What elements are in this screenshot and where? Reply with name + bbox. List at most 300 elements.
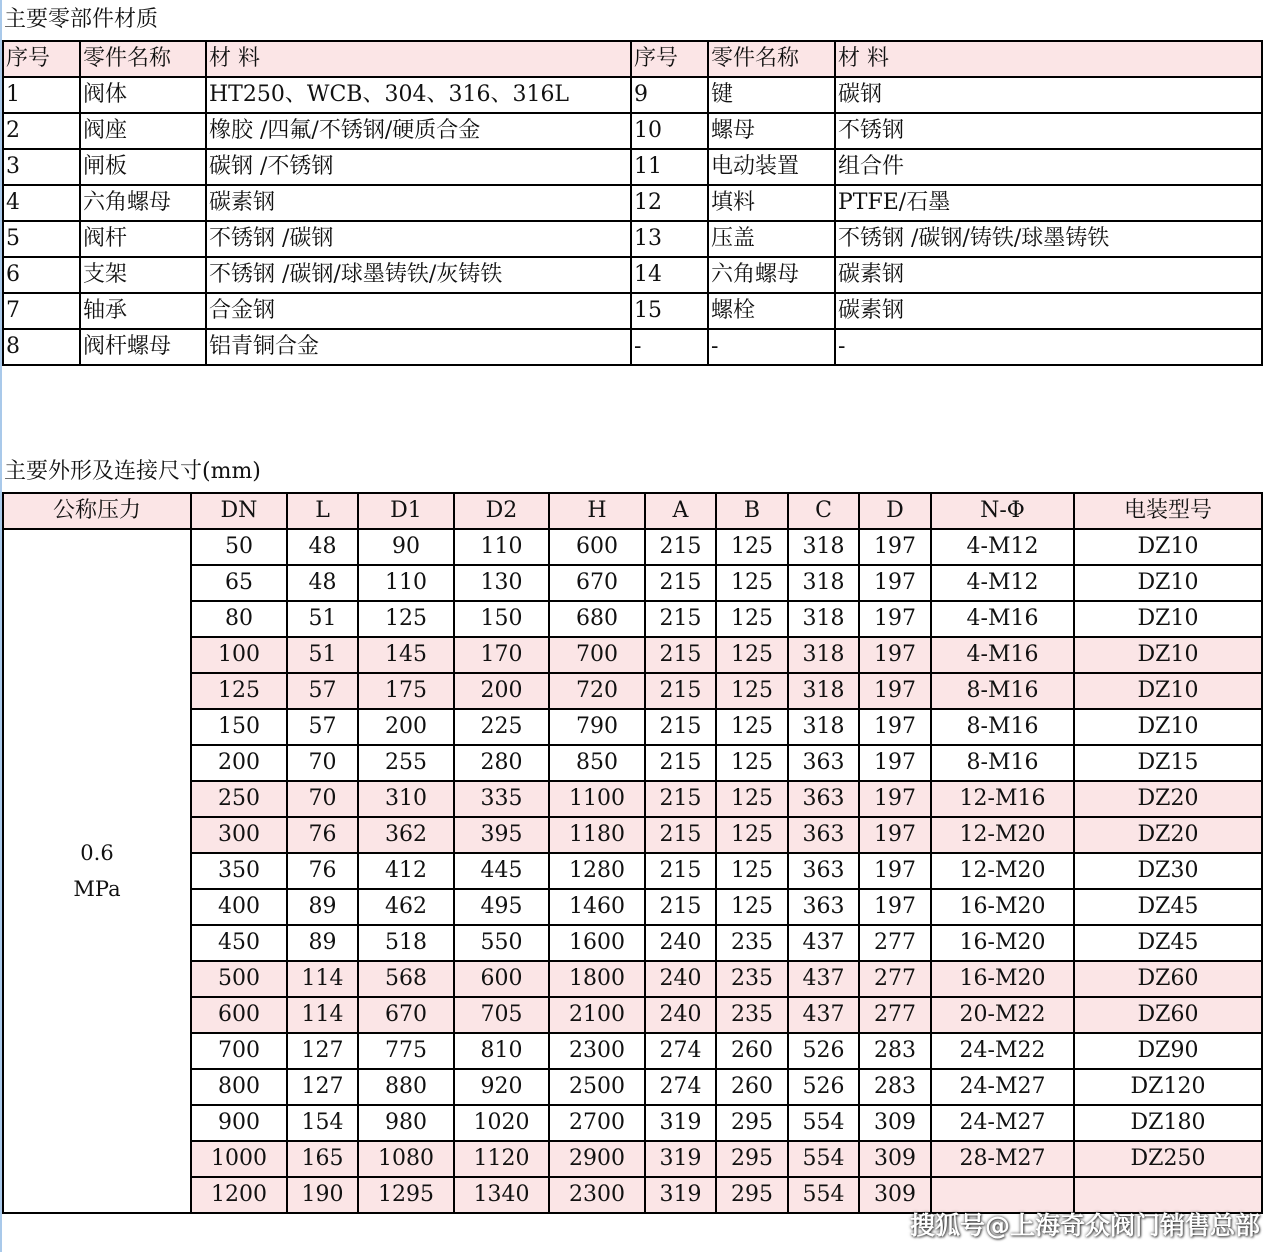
dimensions-cell: 670 (358, 997, 454, 1033)
dimensions-cell: 680 (549, 601, 645, 637)
dimensions-cell: 363 (788, 889, 859, 925)
dimensions-cell: 125 (716, 673, 788, 709)
materials-row (3, 149, 1262, 185)
dimensions-cell: DZ20 (1074, 781, 1262, 817)
dimensions-cell: 48 (287, 529, 358, 565)
dimensions-header-cell: H (549, 493, 645, 529)
dimensions-cell: 277 (859, 997, 931, 1033)
materials-row (3, 185, 1262, 221)
materials-cell: 闸板 (80, 149, 206, 185)
dimensions-cell: 810 (454, 1033, 549, 1069)
dimensions-cell: 4-M16 (931, 601, 1074, 637)
dimensions-cell: 283 (859, 1069, 931, 1105)
dimensions-cell: 295 (716, 1177, 788, 1213)
dimensions-cell: 125 (716, 637, 788, 673)
dimensions-cell: 900 (191, 1105, 287, 1141)
materials-cell: 阀座 (80, 113, 206, 149)
nominal-pressure-unit: MPa (73, 877, 121, 901)
materials-header-cell: 序号 (631, 41, 708, 77)
dimensions-cell: 114 (287, 997, 358, 1033)
dimensions-cell: DZ15 (1074, 745, 1262, 781)
dimensions-cell: DZ20 (1074, 817, 1262, 853)
dimensions-header-cell: C (788, 493, 859, 529)
dimensions-cell: 90 (358, 529, 454, 565)
materials-header-cell: 序号 (3, 41, 80, 77)
dimensions-cell: 518 (358, 925, 454, 961)
dimensions-cell: 127 (287, 1033, 358, 1069)
dimensions-cell: 125 (716, 817, 788, 853)
materials-cell: 12 (631, 185, 708, 221)
dimensions-cell: 200 (358, 709, 454, 745)
dimensions-cell: 215 (645, 889, 716, 925)
dimensions-cell: 12-M16 (931, 781, 1074, 817)
dimensions-cell: 450 (191, 925, 287, 961)
dimensions-cell: 500 (191, 961, 287, 997)
materials-cell: 不锈钢 /碳钢/铸铁/球墨铸铁 (835, 221, 1262, 257)
dimensions-row (3, 1105, 1262, 1141)
materials-cell: 支架 (80, 257, 206, 293)
dimensions-cell: 309 (859, 1141, 931, 1177)
dimensions-cell: 318 (788, 529, 859, 565)
materials-cell: 碳钢 (835, 77, 1262, 113)
dimensions-header-cell: N-Φ (931, 493, 1074, 529)
materials-header-row (3, 41, 1262, 77)
materials-cell: 电动装置 (708, 149, 835, 185)
dimensions-cell: 125 (716, 601, 788, 637)
dimensions-cell: 2300 (549, 1177, 645, 1213)
dimensions-cell: 670 (549, 565, 645, 601)
materials-cell: 2 (3, 113, 80, 149)
materials-cell: 填料 (708, 185, 835, 221)
dimensions-cell: 175 (358, 673, 454, 709)
dimensions-cell: 4-M12 (931, 529, 1074, 565)
materials-cell: 合金钢 (206, 293, 631, 329)
dimensions-cell: 125 (716, 889, 788, 925)
dimensions-cell: 310 (358, 781, 454, 817)
dimensions-cell: 319 (645, 1141, 716, 1177)
dimensions-cell: 125 (191, 673, 287, 709)
dimensions-cell: 720 (549, 673, 645, 709)
dimensions-row (3, 745, 1262, 781)
dimensions-cell: 600 (454, 961, 549, 997)
dimensions-cell: 240 (645, 961, 716, 997)
dimensions-cell: 2100 (549, 997, 645, 1033)
materials-cell: 阀杆 (80, 221, 206, 257)
dimensions-cell: 1800 (549, 961, 645, 997)
dimensions-cell: 437 (788, 961, 859, 997)
dimensions-cell: DZ60 (1074, 961, 1262, 997)
dimensions-row (3, 1033, 1262, 1069)
dimensions-cell: 350 (191, 853, 287, 889)
dimensions-cell: 1020 (454, 1105, 549, 1141)
dimensions-row (3, 961, 1262, 997)
dimensions-cell: 215 (645, 673, 716, 709)
dimensions-cell: 274 (645, 1069, 716, 1105)
dimensions-cell: DZ250 (1074, 1141, 1262, 1177)
dimensions-cell: 2700 (549, 1105, 645, 1141)
dimensions-cell: DZ10 (1074, 709, 1262, 745)
materials-cell: 13 (631, 221, 708, 257)
dimensions-table (2, 492, 1263, 1214)
materials-row (3, 257, 1262, 293)
dimensions-cell: 495 (454, 889, 549, 925)
materials-cell: 11 (631, 149, 708, 185)
dimensions-cell: 215 (645, 745, 716, 781)
materials-section-title: 主要零部件材质 (4, 7, 159, 32)
dimensions-cell: 197 (859, 781, 931, 817)
dimensions-cell: 240 (645, 997, 716, 1033)
dimensions-cell: 127 (287, 1069, 358, 1105)
dimensions-cell: 363 (788, 853, 859, 889)
materials-cell: - (708, 329, 835, 365)
dimensions-cell: 24-M22 (931, 1033, 1074, 1069)
dimensions-cell: 1460 (549, 889, 645, 925)
dimensions-cell: 445 (454, 853, 549, 889)
dimensions-cell: 1340 (454, 1177, 549, 1213)
dimensions-cell: 274 (645, 1033, 716, 1069)
dimensions-cell: 165 (287, 1141, 358, 1177)
dimensions-cell: 880 (358, 1069, 454, 1105)
dimensions-cell: 318 (788, 709, 859, 745)
dimensions-cell: 235 (716, 961, 788, 997)
dimensions-cell: 362 (358, 817, 454, 853)
dimensions-cell: 235 (716, 925, 788, 961)
dimensions-cell: 240 (645, 925, 716, 961)
dimensions-cell: 260 (716, 1069, 788, 1105)
dimensions-cell: 197 (859, 601, 931, 637)
materials-cell: 螺母 (708, 113, 835, 149)
materials-row (3, 293, 1262, 329)
materials-cell: PTFE/石墨 (835, 185, 1262, 221)
dimensions-cell: 280 (454, 745, 549, 781)
dimensions-header-cell: A (645, 493, 716, 529)
materials-cell: 螺栓 (708, 293, 835, 329)
materials-cell: 轴承 (80, 293, 206, 329)
materials-cell: 阀杆螺母 (80, 329, 206, 365)
dimensions-cell: 197 (859, 529, 931, 565)
dimensions-cell: 437 (788, 925, 859, 961)
dimensions-cell: 2300 (549, 1033, 645, 1069)
dimensions-cell: 1180 (549, 817, 645, 853)
dimensions-cell: 48 (287, 565, 358, 601)
materials-cell: 铝青铜合金 (206, 329, 631, 365)
dimensions-cell: 197 (859, 889, 931, 925)
materials-cell: 六角螺母 (80, 185, 206, 221)
materials-cell: - (631, 329, 708, 365)
dimensions-cell: 1200 (191, 1177, 287, 1213)
dimensions-cell: 16-M20 (931, 961, 1074, 997)
dimensions-cell: 850 (549, 745, 645, 781)
dimensions-cell: 215 (645, 709, 716, 745)
dimensions-cell: 462 (358, 889, 454, 925)
materials-cell: 不锈钢 /碳钢 (206, 221, 631, 257)
materials-cell: 压盖 (708, 221, 835, 257)
dimensions-cell: 65 (191, 565, 287, 601)
nominal-pressure-cell (3, 529, 191, 1213)
dimensions-cell: 150 (454, 601, 549, 637)
dimensions-cell: 12-M20 (931, 817, 1074, 853)
dimensions-cell: 125 (358, 601, 454, 637)
dimensions-row (3, 637, 1262, 673)
dimensions-cell: 363 (788, 817, 859, 853)
dimensions-cell: 130 (454, 565, 549, 601)
dimensions-cell: 215 (645, 529, 716, 565)
dimensions-cell: 277 (859, 925, 931, 961)
dimensions-cell: 4-M16 (931, 637, 1074, 673)
dimensions-cell: 437 (788, 997, 859, 1033)
dimensions-cell: 1600 (549, 925, 645, 961)
dimensions-cell: 125 (716, 529, 788, 565)
dimensions-cell: 705 (454, 997, 549, 1033)
materials-cell: 不锈钢 /碳钢/球墨铸铁/灰铸铁 (206, 257, 631, 293)
dimensions-cell: 114 (287, 961, 358, 997)
dimensions-cell: DZ45 (1074, 889, 1262, 925)
dimensions-cell: 197 (859, 637, 931, 673)
dimensions-cell: 125 (716, 853, 788, 889)
dimensions-cell: 318 (788, 601, 859, 637)
dimensions-cell: 235 (716, 997, 788, 1033)
dimensions-row (3, 853, 1262, 889)
materials-header-cell: 零件名称 (708, 41, 835, 77)
dimensions-row (3, 997, 1262, 1033)
dimensions-cell: 215 (645, 781, 716, 817)
dimensions-header-cell: DN (191, 493, 287, 529)
dimensions-header-cell: B (716, 493, 788, 529)
dimensions-cell: 309 (859, 1177, 931, 1213)
dimensions-cell: 2500 (549, 1069, 645, 1105)
dimensions-header-cell: 电装型号 (1074, 493, 1262, 529)
dimensions-header-cell: D (859, 493, 931, 529)
dimensions-cell: 568 (358, 961, 454, 997)
dimensions-row (3, 673, 1262, 709)
dimensions-cell: 260 (716, 1033, 788, 1069)
dimensions-cell: 600 (549, 529, 645, 565)
dimensions-cell: 319 (645, 1177, 716, 1213)
dimensions-cell: 16-M20 (931, 889, 1074, 925)
dimensions-cell: 70 (287, 781, 358, 817)
materials-cell: 4 (3, 185, 80, 221)
dimensions-cell: 8-M16 (931, 745, 1074, 781)
dimensions-cell: 28-M27 (931, 1141, 1074, 1177)
dimensions-cell: 980 (358, 1105, 454, 1141)
dimensions-cell: 12-M20 (931, 853, 1074, 889)
dimensions-cell: 309 (859, 1105, 931, 1141)
dimensions-cell: DZ10 (1074, 601, 1262, 637)
dimensions-header-cell: D1 (358, 493, 454, 529)
dimensions-cell: 110 (358, 565, 454, 601)
dimensions-cell: 225 (454, 709, 549, 745)
dimensions-cell: DZ180 (1074, 1105, 1262, 1141)
materials-cell: 碳素钢 (835, 257, 1262, 293)
dimensions-cell: 8-M16 (931, 673, 1074, 709)
dimensions-cell: 250 (191, 781, 287, 817)
dimensions-row (3, 709, 1262, 745)
dimensions-row (3, 1069, 1262, 1105)
dimensions-cell: 1000 (191, 1141, 287, 1177)
materials-row (3, 77, 1262, 113)
dimensions-cell: 920 (454, 1069, 549, 1105)
dimensions-cell: 76 (287, 853, 358, 889)
materials-cell: 组合件 (835, 149, 1262, 185)
dimensions-cell: 700 (549, 637, 645, 673)
dimensions-cell: 51 (287, 637, 358, 673)
dimensions-header-cell: L (287, 493, 358, 529)
materials-header-cell: 零件名称 (80, 41, 206, 77)
dimensions-cell: DZ10 (1074, 565, 1262, 601)
dimensions-cell: 277 (859, 961, 931, 997)
materials-row (3, 113, 1262, 149)
dimensions-cell: 197 (859, 709, 931, 745)
dimensions-cell: 70 (287, 745, 358, 781)
watermark-text: 搜狐号@上海奇众阀门销售总部 (909, 1211, 1260, 1240)
dimensions-cell: 197 (859, 817, 931, 853)
dimensions-cell: 295 (716, 1141, 788, 1177)
dimensions-cell: 554 (788, 1105, 859, 1141)
dimensions-cell: 319 (645, 1105, 716, 1141)
dimensions-cell: DZ45 (1074, 925, 1262, 961)
dimensions-cell: 700 (191, 1033, 287, 1069)
dimensions-row (3, 889, 1262, 925)
materials-cell: 碳素钢 (835, 293, 1262, 329)
materials-cell: 3 (3, 149, 80, 185)
dimensions-cell: 300 (191, 817, 287, 853)
materials-cell: 阀体 (80, 77, 206, 113)
dimensions-row (3, 817, 1262, 853)
materials-table (2, 40, 1263, 366)
dimensions-cell: 125 (716, 709, 788, 745)
dimensions-cell: 8-M16 (931, 709, 1074, 745)
dimensions-row (3, 601, 1262, 637)
materials-cell: 10 (631, 113, 708, 149)
nominal-pressure-value: 0.6 (80, 841, 114, 865)
dimensions-cell: 197 (859, 673, 931, 709)
dimensions-cell: 215 (645, 853, 716, 889)
dimensions-cell: 170 (454, 637, 549, 673)
dimensions-cell: 20-M22 (931, 997, 1074, 1033)
dimensions-cell: 125 (716, 745, 788, 781)
materials-cell: - (835, 329, 1262, 365)
dimensions-cell: 150 (191, 709, 287, 745)
dimensions-cell: 197 (859, 745, 931, 781)
materials-cell: 键 (708, 77, 835, 113)
dimensions-cell: DZ60 (1074, 997, 1262, 1033)
dimensions-cell: 318 (788, 637, 859, 673)
dimensions-cell: DZ10 (1074, 673, 1262, 709)
dimensions-cell: DZ30 (1074, 853, 1262, 889)
dimensions-row (3, 565, 1262, 601)
dimensions-cell: 363 (788, 745, 859, 781)
dimensions-cell: 412 (358, 853, 454, 889)
materials-cell: HT250、WCB、304、316、316L (206, 77, 631, 113)
dimensions-cell: 550 (454, 925, 549, 961)
dimensions-cell: 24-M27 (931, 1105, 1074, 1141)
dimensions-section-title: 主要外形及连接尺寸(mm) (4, 459, 261, 484)
materials-cell: 碳素钢 (206, 185, 631, 221)
dimensions-cell: 57 (287, 709, 358, 745)
materials-header-cell: 材 料 (835, 41, 1262, 77)
dimensions-cell: 51 (287, 601, 358, 637)
dimensions-cell: 80 (191, 601, 287, 637)
dimensions-cell: 125 (716, 565, 788, 601)
dimensions-cell: 335 (454, 781, 549, 817)
dimensions-cell: 200 (191, 745, 287, 781)
dimensions-cell: 255 (358, 745, 454, 781)
dimensions-cell: 600 (191, 997, 287, 1033)
dimensions-cell: 215 (645, 817, 716, 853)
dimensions-cell: 283 (859, 1033, 931, 1069)
materials-cell: 14 (631, 257, 708, 293)
dimensions-cell: 89 (287, 925, 358, 961)
dimensions-cell: 190 (287, 1177, 358, 1213)
materials-cell: 碳钢 /不锈钢 (206, 149, 631, 185)
materials-cell: 6 (3, 257, 80, 293)
dimensions-row (3, 781, 1262, 817)
dimensions-cell: DZ10 (1074, 637, 1262, 673)
dimensions-row (3, 529, 1262, 565)
dimensions-cell: DZ10 (1074, 529, 1262, 565)
dimensions-cell: 526 (788, 1033, 859, 1069)
dimensions-cell: 197 (859, 853, 931, 889)
dimensions-cell: 2900 (549, 1141, 645, 1177)
dimensions-cell: 400 (191, 889, 287, 925)
dimensions-cell: 100 (191, 637, 287, 673)
materials-cell: 1 (3, 77, 80, 113)
dimensions-cell: 775 (358, 1033, 454, 1069)
materials-cell: 橡胶 /四氟/不锈钢/硬质合金 (206, 113, 631, 149)
dimensions-cell: 318 (788, 565, 859, 601)
dimensions-cell: 200 (454, 673, 549, 709)
materials-header-cell: 材 料 (206, 41, 631, 77)
dimensions-cell: 215 (645, 565, 716, 601)
materials-cell: 15 (631, 293, 708, 329)
dimensions-cell: 318 (788, 673, 859, 709)
dimensions-cell: 4-M12 (931, 565, 1074, 601)
materials-cell: 六角螺母 (708, 257, 835, 293)
materials-cell: 5 (3, 221, 80, 257)
dimensions-cell: 16-M20 (931, 925, 1074, 961)
dimensions-cell: 1100 (549, 781, 645, 817)
dimensions-cell: 110 (454, 529, 549, 565)
dimensions-cell: DZ120 (1074, 1069, 1262, 1105)
dimensions-header-row (3, 493, 1262, 529)
dimensions-cell: 554 (788, 1141, 859, 1177)
materials-row (3, 329, 1262, 365)
dimensions-cell: 295 (716, 1105, 788, 1141)
dimensions-row (3, 925, 1262, 961)
dimensions-cell: 800 (191, 1069, 287, 1105)
dimensions-cell: 24-M27 (931, 1069, 1074, 1105)
dimensions-cell: 1280 (549, 853, 645, 889)
dimensions-cell: 1120 (454, 1141, 549, 1177)
dimensions-cell: 363 (788, 781, 859, 817)
dimensions-header-cell: D2 (454, 493, 549, 529)
dimensions-cell: 790 (549, 709, 645, 745)
dimensions-cell: 145 (358, 637, 454, 673)
dimensions-cell: 50 (191, 529, 287, 565)
materials-cell: 8 (3, 329, 80, 365)
dimensions-cell: 57 (287, 673, 358, 709)
dimensions-cell: 215 (645, 637, 716, 673)
dimensions-cell: 526 (788, 1069, 859, 1105)
dimensions-header-cell: 公称压力 (3, 493, 191, 529)
dimensions-cell: 215 (645, 601, 716, 637)
dimensions-cell: 125 (716, 781, 788, 817)
materials-row (3, 221, 1262, 257)
dimensions-cell: 395 (454, 817, 549, 853)
dimensions-cell: 154 (287, 1105, 358, 1141)
materials-cell: 不锈钢 (835, 113, 1262, 149)
dimensions-cell: 1295 (358, 1177, 454, 1213)
